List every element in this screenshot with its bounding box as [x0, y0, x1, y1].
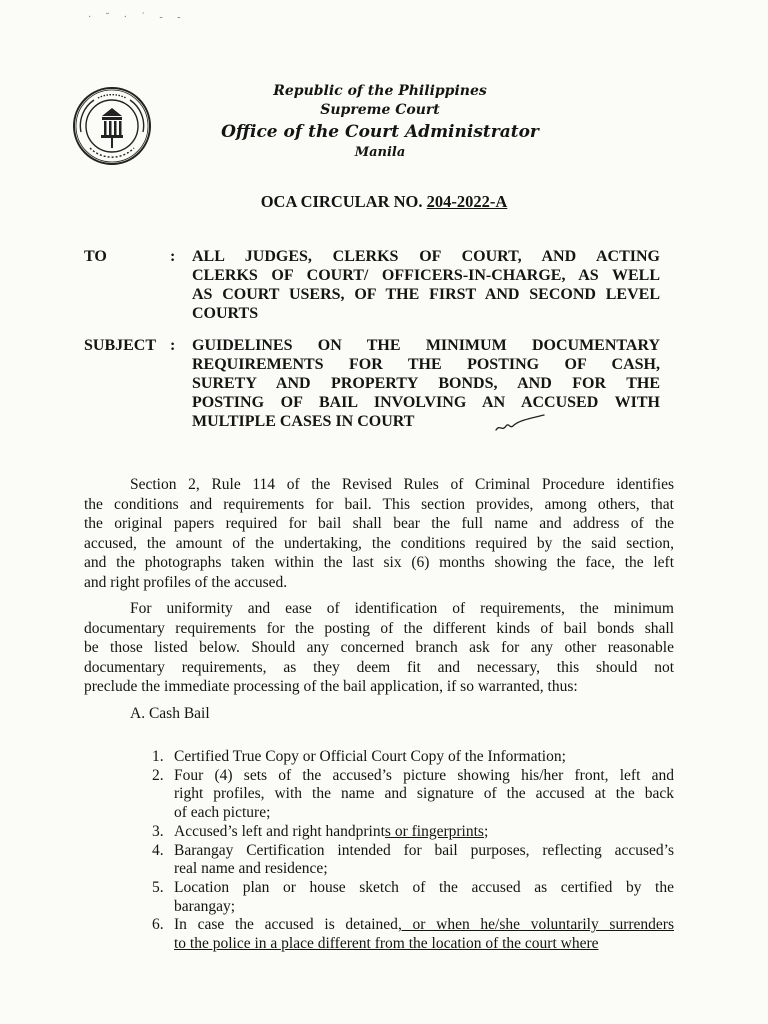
item-line: Certified True Copy or Official Court Copy of the Information;: [174, 748, 566, 765]
letterhead-supreme-court: Supreme Court: [320, 102, 440, 118]
to-line: ALL JUDGES, CLERKS OF COURT, AND ACTING: [192, 248, 660, 265]
item-text: Accused’s left and right handprint: [174, 822, 385, 840]
item-number: 3.: [152, 822, 164, 840]
handwritten-initials: [492, 412, 548, 436]
paragraph-line: preclude the immediate processing of the bail application, if so warranted, thus:: [84, 678, 578, 695]
to-addressees: [192, 247, 660, 323]
to-label: TO: [84, 248, 107, 265]
item-number: 2.: [152, 766, 164, 784]
circular-title: [0, 192, 768, 212]
item-line: right profiles, with the name and signature of the accused at the back: [174, 785, 674, 803]
letterhead-oca: Office of the Court Administrator: [221, 122, 539, 142]
item-text-tail: ;: [483, 822, 489, 840]
subject-line: GUIDELINES ON THE MINIMUM DOCUMENTARY: [192, 337, 660, 354]
requirements-list: [152, 748, 674, 954]
paragraph-line: documentary requirements for the posting of the different kinds of bail bonds shall: [84, 619, 674, 637]
item-text: In case the accused is detained: [174, 916, 398, 934]
subject-line: POSTING OF BAIL INVOLVING AN ACCUSED WITH: [192, 394, 660, 411]
list-item: [152, 767, 674, 823]
subject-line: REQUIREMENTS FOR THE POSTING OF CASH,: [192, 356, 660, 373]
item-line: to the police in a place different from the location of the court where: [174, 935, 599, 953]
paragraph-line: the original papers required for bail shall bear the full name and address of the: [84, 515, 674, 532]
circular-prefix: OCA CIRCULAR NO.: [260, 192, 427, 211]
paragraph-line: and right profiles of the accused.: [84, 573, 288, 591]
paragraph-line: For uniformity and ease of identification of requirements, the minimum: [130, 600, 674, 617]
paragraph-line: Section 2, Rule 114 of the Revised Rules of Criminal Procedure identifies: [130, 476, 674, 493]
paragraph-line: the conditions and requirements for bail. This section provides, among others, that: [84, 495, 674, 513]
letterhead: [180, 82, 580, 162]
list-item: [152, 842, 674, 879]
paragraph-line: accused, the amount of the undertaking, the conditions required by the said section,: [84, 534, 674, 552]
item-number: 4.: [152, 841, 164, 859]
paragraph-line: be those listed below. Should any concerned branch ask for any other reasonable: [84, 639, 674, 656]
to-line: AS COURT USERS, OF THE FIRST AND SECOND LEVEL: [192, 286, 660, 303]
list-item: [152, 916, 674, 953]
item-line: [174, 823, 674, 842]
item-number: 5.: [152, 878, 164, 896]
paragraph-section-2: [84, 475, 674, 592]
item-line: Four (4) sets of the accused’s picture showing his/her front, left and: [174, 766, 674, 784]
item-line: Barangay Certification intended for bail purposes, reflecting accused’s: [174, 841, 674, 859]
item-line: Location plan or house sketch of the accused as certified by the: [174, 878, 674, 896]
list-item: [152, 823, 674, 842]
item-line: [174, 916, 674, 935]
paragraph-line: documentary requirements, as they deem fit and necessary, this should not: [84, 658, 674, 676]
list-item: [152, 748, 674, 767]
scan-specks: · ˘ · ˊ ‐ ‐: [88, 12, 187, 23]
item-line: barangay;: [174, 897, 236, 915]
subject-line: MULTIPLE CASES IN COURT: [192, 413, 415, 430]
to-line: COURTS: [192, 305, 259, 322]
court-seal-icon: [72, 86, 152, 166]
section-a-title: A. Cash Bail: [130, 705, 210, 722]
item-line: of each picture;: [174, 804, 271, 822]
subject-line: SURETY AND PROPERTY BONDS, AND FOR THE: [192, 375, 660, 392]
subject-colon: :: [170, 337, 176, 354]
letterhead-city: Manila: [354, 145, 406, 160]
to-colon: :: [170, 248, 176, 265]
list-item: [152, 879, 674, 916]
item-underlined-text: s or fingerprints: [384, 822, 484, 840]
subject-label: SUBJECT: [84, 337, 157, 354]
item-number: 6.: [152, 916, 164, 934]
item-number: 1.: [152, 748, 164, 765]
paragraph-uniformity: [84, 599, 674, 697]
to-line: CLERKS OF COURT/ OFFICERS-IN-CHARGE, AS WELL: [192, 267, 660, 284]
circular-number: 204-2022-A: [426, 192, 508, 211]
letterhead-republic: Republic of the Philippines: [273, 83, 487, 99]
item-line: real name and residence;: [174, 860, 328, 878]
paragraph-line: and the photographs taken within the last six (6) months showing the face, the left: [84, 554, 674, 571]
item-underlined-text: , or when he/she voluntarily surrenders: [397, 916, 674, 934]
subject-text: [192, 336, 660, 431]
